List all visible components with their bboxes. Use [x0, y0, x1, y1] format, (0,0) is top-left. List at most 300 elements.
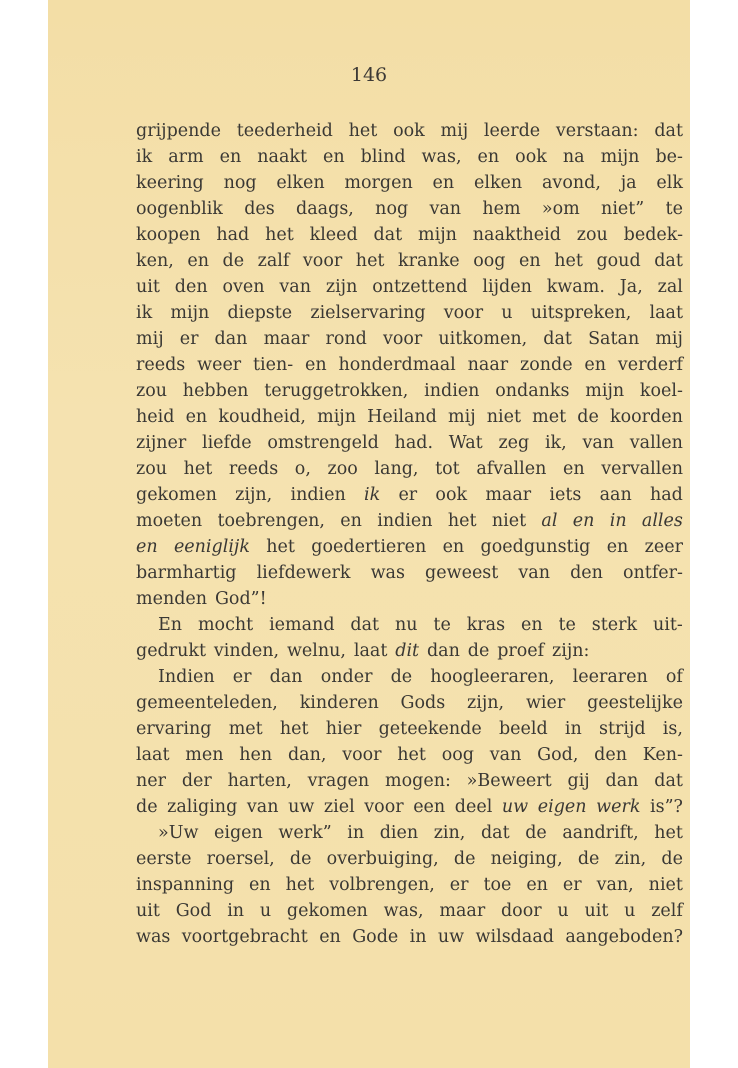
word: toe: [483, 875, 512, 895]
word: zielservaring: [310, 303, 426, 323]
word: harten,: [227, 771, 292, 791]
word: iets: [549, 485, 582, 505]
word: in: [564, 719, 582, 739]
word: het: [266, 537, 295, 557]
word: ik: [364, 485, 381, 505]
word: koudheid,: [218, 407, 306, 427]
word: God”!: [214, 589, 267, 609]
word: ondanks: [495, 381, 570, 401]
word: ontzettend: [372, 277, 468, 297]
word: zin,: [433, 823, 466, 843]
word: had.: [394, 433, 434, 453]
word: geteekende: [378, 719, 482, 739]
word: menden: [136, 589, 208, 609]
word: ook: [393, 121, 425, 141]
text-line: [136, 560, 683, 586]
word: het: [355, 251, 385, 271]
word: met: [532, 407, 567, 427]
word: de: [577, 849, 600, 869]
word: is”?: [650, 797, 683, 817]
word: volbrengen,: [329, 875, 435, 895]
word: ner: [136, 771, 166, 791]
text-line: [136, 768, 683, 794]
word: van: [279, 277, 311, 297]
word: elken: [276, 173, 325, 193]
word: onder: [320, 667, 373, 687]
text-line: [136, 352, 683, 378]
word: eigen: [214, 823, 263, 843]
word: keering: [136, 173, 204, 193]
word: diepste: [227, 303, 293, 323]
word: maar: [439, 901, 486, 921]
word: de: [390, 667, 413, 687]
word: mij: [448, 407, 476, 427]
word: dien: [379, 823, 419, 843]
word: God,: [537, 745, 579, 765]
word: van: [429, 199, 462, 219]
word: ziel: [323, 797, 355, 817]
word: indien: [424, 381, 480, 401]
word: en: [563, 459, 585, 479]
word: daags,: [296, 199, 354, 219]
word: kras: [466, 615, 506, 635]
text-line: [136, 300, 683, 326]
word: elken: [474, 173, 523, 193]
word: koorden: [610, 407, 683, 427]
text-line: [136, 794, 683, 820]
word: gekomen: [136, 485, 217, 505]
word: en: [187, 251, 209, 271]
word: »Beweert: [466, 771, 552, 791]
word: dan: [269, 667, 303, 687]
book-page: [48, 0, 690, 1068]
word: be-: [655, 147, 683, 167]
word: zoo: [327, 459, 358, 479]
word: rond: [325, 329, 367, 349]
word: laat: [136, 745, 170, 765]
word: barmhartig: [136, 563, 237, 583]
word: zou: [576, 225, 608, 245]
text-line: [136, 898, 683, 924]
word: liefdewerk: [256, 563, 351, 583]
word: morgen: [344, 173, 413, 193]
word: dan: [605, 771, 639, 791]
word: te: [665, 199, 683, 219]
word: mijn: [585, 381, 625, 401]
word: »Uw: [158, 823, 199, 843]
word: en: [519, 251, 541, 271]
word: verderf: [617, 355, 683, 375]
word: naaktheid: [472, 225, 561, 245]
word: dan: [214, 329, 248, 349]
word: zijn: [325, 277, 358, 297]
text-line: [136, 404, 683, 430]
word: dat: [654, 121, 683, 141]
word: was,: [421, 147, 462, 167]
word: en: [606, 537, 629, 557]
word: dat: [480, 823, 510, 843]
text-line: [136, 690, 683, 716]
word: ja: [620, 173, 637, 193]
word: uw: [437, 927, 465, 947]
text-line: [136, 534, 683, 560]
text-line: [136, 820, 683, 846]
word: mijn: [600, 147, 640, 167]
word: kwam.: [546, 277, 605, 297]
word: in: [409, 927, 427, 947]
text-line: [136, 638, 683, 664]
word: van: [489, 745, 522, 765]
word: koopen: [136, 225, 201, 245]
word: voor: [364, 797, 404, 817]
word: niet: [491, 511, 527, 531]
word: der: [181, 771, 212, 791]
word: mij: [440, 121, 469, 141]
word: zalf: [257, 251, 290, 271]
word: na: [562, 147, 585, 167]
text-line: [136, 456, 683, 482]
word: reeds: [136, 355, 186, 375]
word: gij: [567, 771, 590, 791]
word: uw: [501, 797, 529, 817]
word: er: [449, 875, 469, 895]
word: en: [136, 537, 158, 557]
word: uitspreken,: [530, 303, 632, 323]
word: leeraren: [572, 667, 648, 687]
word: koel-: [639, 381, 683, 401]
word: en: [572, 511, 595, 531]
word: hebben: [182, 381, 249, 401]
text-line: [136, 326, 683, 352]
word: elk: [656, 173, 683, 193]
word: lijden: [482, 277, 532, 297]
word: Gode: [352, 927, 399, 947]
word: een: [413, 797, 446, 817]
word: er: [232, 667, 252, 687]
word: Ja,: [619, 277, 643, 297]
word: al: [541, 511, 558, 531]
word: had: [649, 485, 683, 505]
word: nog: [375, 199, 409, 219]
word: zal: [657, 277, 683, 297]
word: verstaan:: [555, 121, 639, 141]
word: niet: [486, 407, 522, 427]
word: naar: [467, 355, 509, 375]
word: u: [557, 901, 569, 921]
word: en: [249, 875, 271, 895]
word: voor: [302, 251, 343, 271]
word: kleed: [309, 225, 358, 245]
word: afvallen: [476, 459, 547, 479]
word: dat: [373, 225, 403, 245]
text-line: [136, 612, 683, 638]
word: mij: [136, 329, 164, 349]
word: zeer: [644, 537, 683, 557]
word: den: [570, 563, 603, 583]
word: er: [562, 875, 582, 895]
word: teruggetrokken,: [264, 381, 409, 401]
word: ook: [435, 485, 468, 505]
word: dit: [395, 641, 420, 661]
word: En: [158, 615, 183, 635]
word: heid: [136, 407, 175, 427]
word: beeld: [498, 719, 548, 739]
word: hier: [325, 719, 362, 739]
word: dan: [426, 641, 460, 661]
word: den: [594, 745, 628, 765]
word: oog: [473, 251, 506, 271]
word: de: [661, 849, 683, 869]
word: gedrukt: [136, 641, 207, 661]
word: reeds: [228, 459, 279, 479]
word: naakt: [257, 147, 308, 167]
word: liefde: [201, 433, 252, 453]
word: tien-: [253, 355, 294, 375]
word: mijn: [170, 303, 210, 323]
word: en: [323, 147, 345, 167]
word: aangeboden?: [565, 927, 683, 947]
word: dan,: [287, 745, 327, 765]
word: met: [228, 719, 263, 739]
word: de: [136, 797, 158, 817]
word: eerste: [136, 849, 192, 869]
word: het: [397, 745, 426, 765]
word: tot: [435, 459, 460, 479]
word: oogenblik: [136, 199, 223, 219]
word: zijner: [136, 433, 187, 453]
word: niet: [648, 875, 683, 895]
word: uit-: [653, 615, 683, 635]
word: en: [477, 147, 500, 167]
word: ervaring: [136, 719, 212, 739]
word: deel: [454, 797, 493, 817]
word: en: [442, 537, 465, 557]
word: omstrengeld: [267, 433, 379, 453]
text-line: [136, 170, 683, 196]
word: zijn,: [235, 485, 273, 505]
word: weer: [197, 355, 242, 375]
word: mijn: [317, 407, 356, 427]
word: avond,: [542, 173, 601, 193]
word: lang,: [374, 459, 419, 479]
word: oog: [441, 745, 474, 765]
word: geestelijke: [587, 693, 683, 713]
word: de: [525, 823, 547, 843]
text-line: [136, 248, 683, 274]
word: honderdmaal: [338, 355, 456, 375]
word: zou: [136, 381, 168, 401]
word: men: [185, 745, 224, 765]
word: »om: [541, 199, 580, 219]
word: zaliging: [167, 797, 238, 817]
word: u: [501, 303, 513, 323]
word: vervallen: [601, 459, 683, 479]
word: werk: [596, 797, 641, 817]
word: iemand: [269, 615, 335, 635]
word: mocht: [197, 615, 254, 635]
word: gekomen: [286, 901, 368, 921]
word: nu: [394, 615, 418, 635]
word: goedgunstig: [480, 537, 591, 557]
word: de: [222, 251, 245, 271]
word: des: [244, 199, 275, 219]
word: het: [447, 511, 477, 531]
word: was,: [383, 901, 424, 921]
word: vinden,: [213, 641, 280, 661]
text-line: [136, 846, 683, 872]
word: Indien: [158, 667, 215, 687]
word: hoogleeraren,: [430, 667, 555, 687]
word: het: [265, 225, 294, 245]
word: grijpende: [136, 121, 221, 141]
page-number: 146: [350, 64, 388, 86]
text-line: [136, 924, 683, 950]
word: in: [347, 823, 365, 843]
word: voortgebracht: [181, 927, 308, 947]
word: o,: [294, 459, 311, 479]
word: te: [433, 615, 451, 635]
word: en: [185, 407, 208, 427]
word: het: [654, 823, 683, 843]
word: het: [348, 121, 378, 141]
word: mogen:: [385, 771, 451, 791]
word: ik,: [544, 433, 567, 453]
word: goud: [596, 251, 641, 271]
word: van,: [596, 875, 634, 895]
word: zijn:: [552, 641, 590, 661]
word: de: [453, 849, 476, 869]
word: eeniglijk: [173, 537, 250, 557]
word: arm: [168, 147, 204, 167]
word: was: [136, 927, 171, 947]
word: het: [183, 459, 213, 479]
word: van: [582, 433, 615, 453]
word: kinderen: [299, 693, 379, 713]
body-text: [136, 118, 683, 950]
word: goedertieren: [311, 537, 427, 557]
text-line: [136, 508, 683, 534]
word: neiging,: [490, 849, 563, 869]
word: proef: [497, 641, 545, 661]
word: zou: [136, 459, 168, 479]
word: en: [340, 511, 362, 531]
word: dat: [350, 615, 380, 635]
word: ontfer-: [622, 563, 683, 583]
word: vragen: [307, 771, 370, 791]
word: zijn,: [467, 693, 505, 713]
text-line: [136, 118, 683, 144]
word: dat: [654, 771, 683, 791]
text-line: [136, 664, 683, 690]
word: alles: [641, 511, 683, 531]
word: laat: [649, 303, 683, 323]
word: bedek-: [623, 225, 683, 245]
word: hen: [239, 745, 273, 765]
word: en: [432, 173, 455, 193]
word: wier: [525, 693, 566, 713]
word: te: [558, 615, 576, 635]
word: dat: [543, 329, 572, 349]
word: geweest: [425, 563, 499, 583]
word: leerde: [483, 121, 541, 141]
word: aan: [599, 485, 632, 505]
word: ik: [136, 147, 153, 167]
text-line: [136, 196, 683, 222]
text-line: [136, 482, 683, 508]
word: en: [520, 615, 543, 635]
word: van: [518, 563, 550, 583]
word: het: [285, 875, 315, 895]
word: en: [319, 927, 341, 947]
word: maar: [485, 485, 532, 505]
word: toebrengen,: [217, 511, 325, 531]
word: was: [370, 563, 405, 583]
word: uit: [136, 901, 160, 921]
word: het: [554, 251, 583, 271]
word: voor: [342, 745, 382, 765]
word: dat: [654, 251, 683, 271]
word: mijn: [418, 225, 457, 245]
word: zelf: [651, 901, 683, 921]
text-line: [136, 378, 683, 404]
word: en: [584, 355, 607, 375]
word: werk”: [278, 823, 332, 843]
word: eigen: [537, 797, 587, 817]
text-line: [136, 222, 683, 248]
word: zeg: [498, 433, 530, 453]
text-line: [136, 716, 683, 742]
word: en: [305, 355, 327, 375]
word: de: [467, 641, 490, 661]
word: laat: [353, 641, 388, 661]
word: niet”: [601, 199, 645, 219]
word: ook: [515, 147, 547, 167]
word: er: [179, 329, 199, 349]
word: God: [175, 901, 212, 921]
text-line: [136, 742, 683, 768]
word: er: [398, 485, 418, 505]
word: aandrift,: [562, 823, 639, 843]
word: en: [526, 875, 548, 895]
word: indien: [290, 485, 346, 505]
word: maar: [263, 329, 310, 349]
word: en: [219, 147, 242, 167]
word: den: [174, 277, 208, 297]
word: in: [227, 901, 245, 921]
word: Heiland: [367, 407, 437, 427]
word: roersel,: [206, 849, 275, 869]
text-line: [136, 274, 683, 300]
word: door: [500, 901, 542, 921]
text-line: [136, 144, 683, 170]
word: voor: [443, 303, 484, 323]
word: wilsdaad: [475, 927, 554, 947]
text-line: [136, 586, 683, 612]
word: Gods: [400, 693, 446, 713]
word: welnu,: [286, 641, 346, 661]
word: moeten: [136, 511, 203, 531]
word: vallen: [629, 433, 683, 453]
word: ken,: [136, 251, 174, 271]
word: Ken-: [642, 745, 683, 765]
word: inspanning: [136, 875, 235, 895]
word: de: [289, 849, 312, 869]
word: overbuiging,: [326, 849, 439, 869]
word: voor: [382, 329, 423, 349]
word: strijd: [598, 719, 646, 739]
word: of: [665, 667, 683, 687]
word: Satan: [588, 329, 640, 349]
